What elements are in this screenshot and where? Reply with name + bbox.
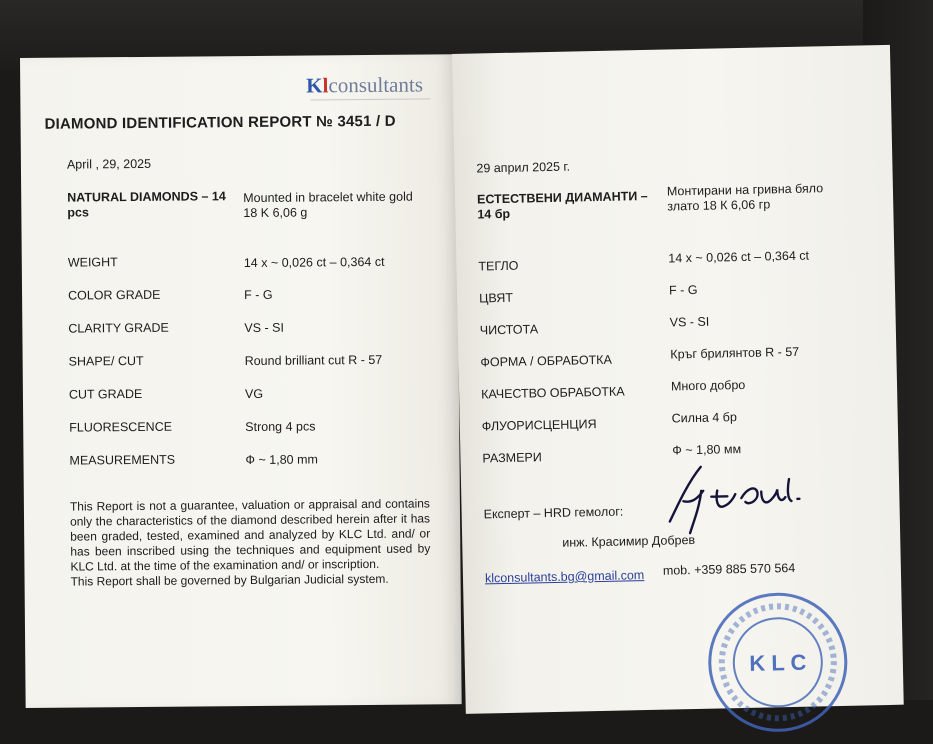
measurements-label: MEASUREMENTS (69, 452, 176, 468)
cut-quality-label-bg: КАЧЕСТВО ОБРАБОТКА (480, 384, 625, 402)
certificate-page-english (20, 54, 462, 708)
shape-value-bg: Кръг брилянтов R - 57 (670, 344, 800, 362)
item-label-line2: pcs (67, 205, 89, 220)
shape-cut-value: Round brilliant cut R - 57 (244, 352, 383, 369)
expert-label: Експерт – HRD гемолог: (483, 504, 624, 522)
measurements-value-bg: Ф ~ 1,80 мм (672, 442, 742, 458)
color-grade-value: F - G (244, 287, 273, 303)
report-title: DIAMOND IDENTIFICATION REPORT № 3451 / D (44, 112, 396, 133)
item-value-bg-line2: злато 18 К 6,06 гр (667, 197, 771, 214)
report-date: April , 29, 2025 (66, 156, 152, 172)
item-label-bg-line2: 14 бр (477, 206, 511, 222)
disclaimer-text: This Report is not a guarantee, valuation or appraisal and contains only the characteristics of the diamond described herein after it has been graded, tested, examined and analyzed by KLC Ltd. and/ or has been inscribed using the techniques and equipment used by KLC Ltd. at the time of the examination and/ or inscription. (69, 496, 431, 574)
measurements-label-bg: РАЗМЕРИ (482, 450, 542, 466)
governing-law-text: This Report shall be governed by Bulgarian Judicial system. (70, 571, 389, 589)
cut-grade-value: VG (244, 386, 264, 402)
weight-value-bg: 14 x ~ 0,026 ct – 0,364 ct (668, 248, 810, 266)
contact-email-link[interactable]: klconsultants.bg@gmail.com (484, 568, 645, 586)
contact-phone: mob. +359 885 570 564 (662, 560, 796, 578)
fluorescence-value: Strong 4 pcs (245, 419, 316, 435)
certificate-page-bulgarian (452, 45, 904, 714)
expert-signature (631, 458, 833, 540)
clarity-label-bg: ЧИСТОТА (479, 322, 539, 338)
item-value-line1: Mounted in bracelet white gold (243, 189, 413, 206)
shape-label-bg: ФОРМА / ОБРАБОТКА (480, 352, 612, 370)
fluorescence-label-bg: ФЛУОРИСЦЕНЦИЯ (481, 417, 597, 434)
fluorescence-value-bg: Силна 4 бр (671, 410, 737, 426)
clarity-grade-label: CLARITY GRADE (68, 320, 169, 336)
fluorescence-label: FLUORESCENCE (69, 419, 173, 435)
color-grade-label: COLOR GRADE (68, 287, 161, 303)
stamp-text: K L C (749, 649, 807, 676)
clarity-value-bg: VS - SI (669, 314, 710, 330)
cut-grade-label: CUT GRADE (68, 386, 143, 402)
cut-quality-value-bg: Много добро (670, 377, 746, 394)
color-value-bg: F - G (668, 282, 698, 298)
disclaimer-paragraph (70, 496, 431, 589)
company-stamp (701, 586, 854, 739)
item-value-bg-line1: Монтирани на гривна бяло (666, 181, 824, 199)
weight-label-bg: ТЕГЛО (478, 258, 519, 274)
item-label-bg-line1: ЕСТЕСТВЕНИ ДИАМАНТИ – (476, 188, 648, 207)
shape-cut-label: SHAPE/ CUT (68, 353, 144, 369)
clarity-grade-value: VS - SI (244, 320, 285, 336)
expert-name: инж. Красимир Добрев (562, 533, 696, 550)
weight-label: WEIGHT (67, 255, 118, 270)
item-value-line2: 18 K 6,06 g (243, 205, 308, 221)
weight-value: 14 x ~ 0,026 ct – 0,364 ct (243, 254, 385, 271)
item-label-line1: NATURAL DIAMONDS – 14 (67, 189, 226, 205)
logo-divider (310, 98, 430, 100)
measurements-value: Ф ~ 1,80 mm (245, 452, 318, 468)
color-label-bg: ЦВЯТ (478, 290, 514, 306)
company-logo: Klconsultants (306, 72, 424, 98)
report-date-bg: 29 април 2025 г. (476, 159, 571, 176)
